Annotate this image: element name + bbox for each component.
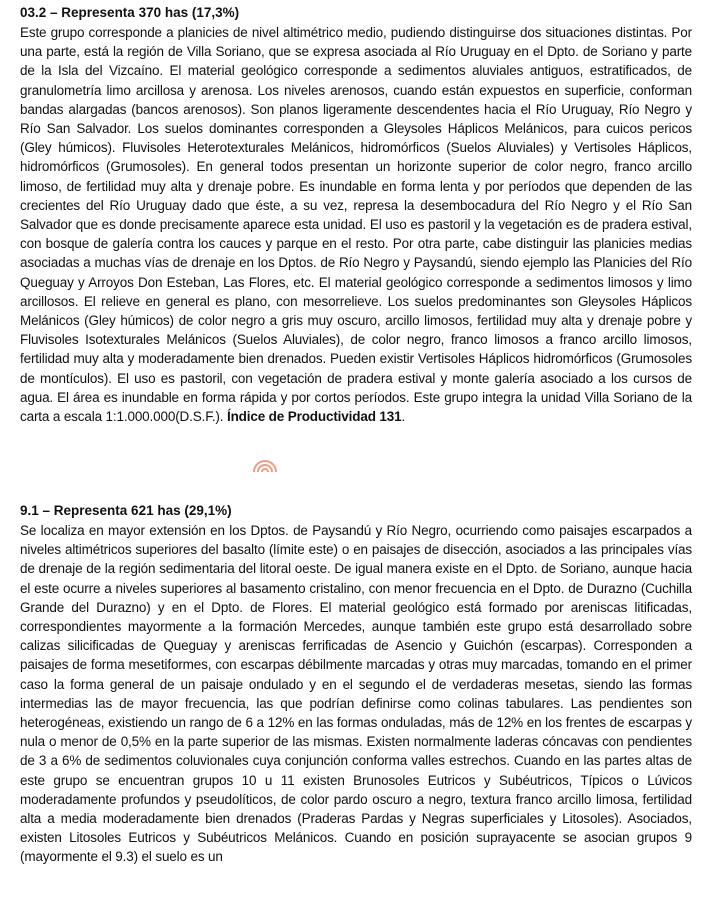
paragraph-text: Este grupo corresponde a planicies de nivel altimétrico medio, pudiendo distinguirse dos situaciones distintas. Por una parte, está la región de Villa Soriano, que se expresa asociada al Río Uruguay en el Dpto. de Soriano y parte de la Isla del Vizcaíno. El material geológico corresponde a sedimentos aluviales antiguos, estratificados, de granulometría limo arcillosa y arenosa. Los niveles arenosos, cuando están expuestos en superficie, conforman bandas alargadas (bancos arenosos). Son planos ligeramente descendentes hacia el Río Uruguay, Río Negro y Río San Salvador. Los suelos dominantes corresponden a Gleysoles Háplicos Melánicos, para cuicos pericos (Gley húmicos). Fluvisoles Heterotexturales Melánicos, hidromórficos (Suelos Aluviales) y Vertisoles Háplicos, hidromórficos (Grumosoles). En general todos presentan un horizonte superior de color negro, franco arcillo limoso, de fertilidad muy alta y drenaje pobre. Es inundable en forma lenta y por períodos que dependen de las crecientes del Río Uruguay dado que éste, a su vez, represa la desembocadura del Río Negro y el Río San Salvador que es donde precisamente aparece esta unidad. El uso es pastoril y la vegetación es de pradera estival, con bosque de galería contra los cauces y parque en el resto. Por otra parte, cabe distinguir las planicies medias asociadas a muchas vías de drenaje en los Dptos. de Río Negro y Paysandú, siendo ejemplo las Planicies del Río Queguay y Arroyos Don Esteban, Las Flores, etc. El material geológico corresponde a sedimentos limosos y limo arcillosos. El relieve en general es plano, con mesorrelieve. Los suelos predominantes son Gleysoles Háplicos Melánicos (Gley húmicos) de color negro a gris muy oscuro, arcillo limosos, fertilidad muy alta y drenaje pobre y Fluvisoles Isotexturales Melánicos (Suelos Aluviales), de color negro, franco limosos a franco arcillo limosos, fertilidad muy alta y moderadamente bien drenados. Pueden existir Vertisoles Háplicos hidromórficos (Grumosoles de montículos). El uso es pastoril, con vegetación de pradera estival y monte galería asociado a los cursos de agua. El área es inundable en forma rápida y por cortos períodos. Este grupo integra la unidad Villa Soriano de la carta a escala 1:1.000.000(D.S.F.). [20,25,692,425]
section-paragraph [20,23,692,426]
section-heading: 03.2 – Representa 370 has (17,3%) [20,5,240,20]
section-9-1 [20,501,692,867]
section-paragraph: Se localiza en mayor extensión en los Dptos. de Paysandú y Río Negro, ocurriendo como paisajes escarpados a niveles altimétricos superiores del basalto (límite este) o en paisajes de disección, asociados a las principales vías de drenaje de la región sedimentaria del litoral oeste. De igual manera existe en el Dpto. de Soriano, aunque hacia el este ocurre a niveles superiores al basamento cristalino, con menor frecuencia en el Dpto. de Durazno (Cuchilla Grande del Durazno) y en el Dpto. de Flores. El material geológico está formado por areniscas litificadas, correspondientes mayormente a la formación Mercedes, aunque también este grupo está desarrollado sobre calizas silicificadas de Queguay y areniscas ferrificadas de Asencio y Guichón (escarpas). Corresponden a paisajes de forma mesetiformes, con escarpas débilmente marcadas y otras muy marcadas, tomando en el primer caso la forma general de un paisaje ondulado y en el segundo el de verdaderas mesetas, siendo las formas intermedias las de mayor frecuencia, las que podrían definirse como colinas tabulares. Las pendientes son heterogéneas, existiendo un rango de 6 a 12% en las formas onduladas, más de 12% en los frentes de escarpas y nula o menor de 0,5% en la parte superior de las mismas. Existen normalmente laderas cóncavas con pendientes de 3 a 6% de sedimentos coluvionales cuya conjunción conforma valles estrechos. Cuando en las partes altas de este grupo se encuentran grupos 10 u 11 existen Brunosoles Eutricos y Subéutricos, Típicos o Lúvicos moderadamente profundos y pseudolíticos, de color pardo oscuro a negro, textura franco arcillo limosa, fertilidad alta a media moderadamente bien drenados (Praderas Pardas y Negras superficiales y Litosoles). Asociados, existen Litosoles Eutricos y Subéutricos Melánicos. Cuando en posición suprayacente se asocian grupos 9 (mayormente el 9.3) el suelo es un [20,523,692,865]
watermark-stamp-icon [248,452,282,486]
section-heading: 9.1 – Representa 621 has (29,1%) [20,503,232,518]
productivity-index: Índice de Productividad 131 [226,409,402,425]
section-03-2 [20,3,692,426]
paragraph-end-punct: . [401,409,406,425]
